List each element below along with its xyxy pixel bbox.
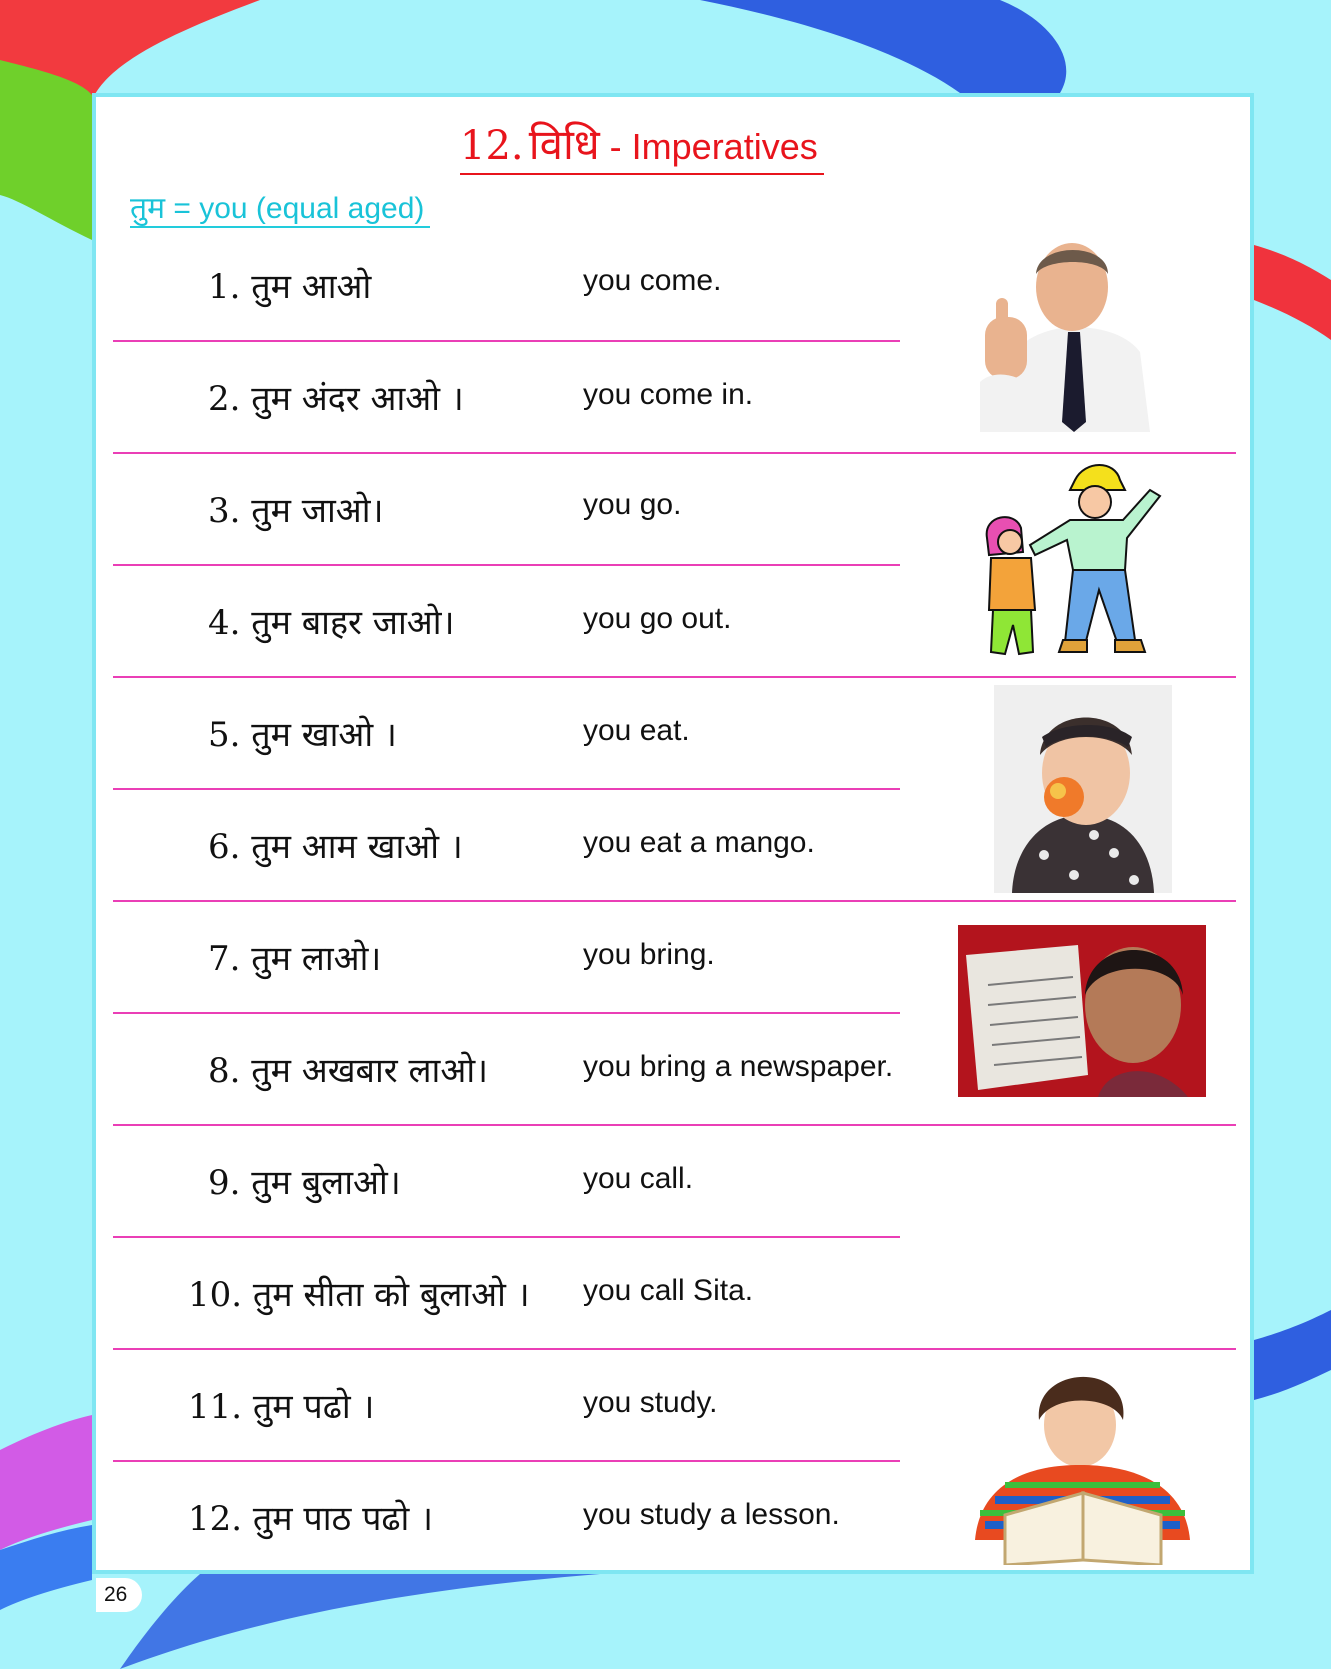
sentence-english-3: you go.	[583, 488, 682, 521]
page-title	[460, 115, 824, 175]
sentence-english-9: you call.	[583, 1162, 694, 1195]
sentence-hindi-4: 4. तुम बाहर जाओ।	[208, 603, 455, 643]
girl-eating-mango-photo	[994, 685, 1172, 893]
sentence-english-7: you bring.	[583, 938, 715, 971]
sentence-english-12: you study a lesson.	[583, 1498, 840, 1531]
sentence-hindi-1: 1. तुम आओ	[208, 267, 372, 307]
divider-3	[113, 564, 900, 566]
divider-5	[113, 788, 900, 790]
title-english: - Imperatives	[599, 126, 818, 167]
page-number: 26	[96, 1578, 142, 1612]
sentence-english-5: you eat.	[583, 714, 690, 747]
sentence-hindi-10: 10. तुम सीता को बुलाओ ।	[188, 1275, 530, 1315]
divider-7	[113, 1012, 900, 1014]
sentence-english-1: you come.	[583, 264, 722, 297]
boy-reading-book-photo	[935, 1365, 1235, 1565]
divider-4	[113, 676, 1236, 678]
sentence-english-8: you bring a newspaper.	[583, 1050, 894, 1083]
sentence-hindi-6: 6. तुम आम खाओ ।	[208, 827, 463, 867]
divider-9	[113, 1236, 900, 1238]
divider-2	[113, 452, 1236, 454]
sentence-hindi-7: 7. तुम लाओ।	[208, 939, 382, 979]
sentence-hindi-3: 3. तुम जाओ।	[208, 491, 384, 531]
sentence-hindi-9: 9. तुम बुलाओ।	[208, 1163, 401, 1203]
divider-8	[113, 1124, 1236, 1126]
sentence-english-10: you call Sita.	[583, 1274, 754, 1307]
sentence-hindi-8: 8. तुम अखबार लाओ।	[208, 1051, 489, 1091]
title-hindi: विधि	[528, 120, 600, 169]
sentence-english-2: you come in.	[583, 378, 754, 411]
sentence-english-4: you go out.	[583, 602, 732, 635]
divider-1	[113, 340, 900, 342]
divider-10	[113, 1348, 1236, 1350]
girl-with-newspaper-photo	[958, 925, 1206, 1097]
man-pointing-illustration	[980, 232, 1165, 432]
divider-11	[113, 1460, 900, 1462]
divider-6	[113, 900, 1236, 902]
sentence-hindi-12: 12. तुम पाठ पढो ।	[188, 1499, 434, 1539]
sentence-english-6: you eat a mango.	[583, 826, 815, 859]
subtitle: तुम = you (equal aged)	[130, 186, 430, 228]
title-number: 12.	[460, 123, 524, 169]
sentence-hindi-5: 5. तुम खाओ ।	[208, 715, 397, 755]
sentence-hindi-11: 11. तुम पढो ।	[188, 1387, 375, 1427]
children-pointing-cartoon	[975, 460, 1175, 670]
sentence-english-11: you study.	[583, 1386, 718, 1419]
sentence-hindi-2: 2. तुम अंदर आओ ।	[208, 379, 464, 419]
